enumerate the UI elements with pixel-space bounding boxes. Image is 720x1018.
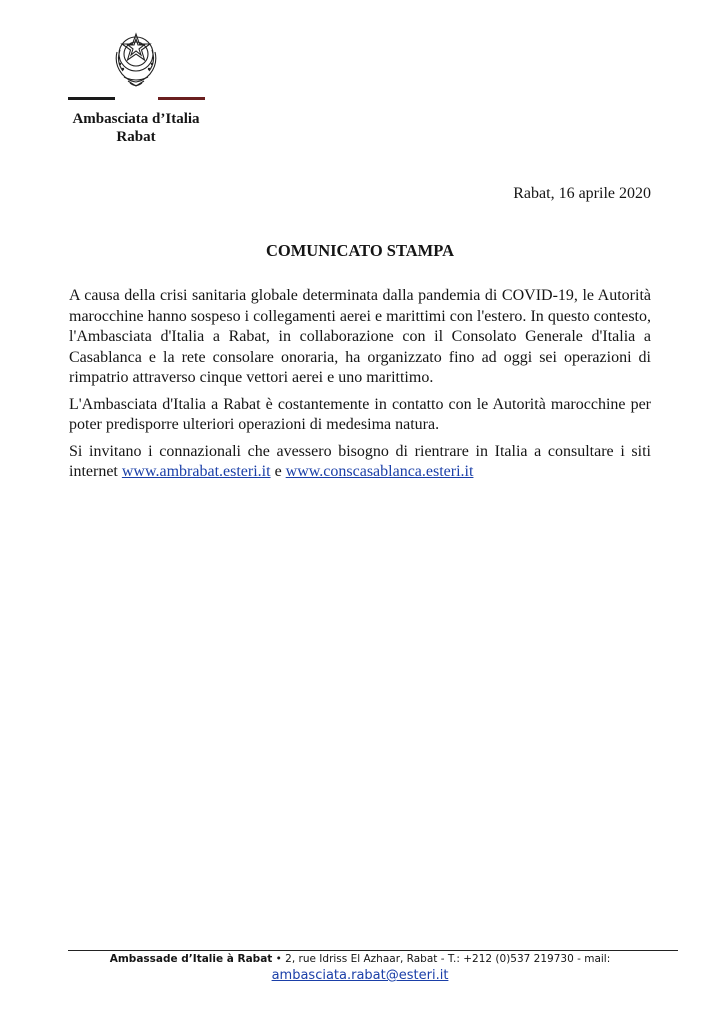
document-body	[69, 286, 651, 489]
footer-address-line	[0, 953, 720, 965]
footer-divider	[68, 950, 678, 951]
sender-name: Ambasciata d’Italia	[72, 111, 200, 127]
document-title: COMUNICATO STAMPA	[265, 241, 455, 260]
header-rule-right	[158, 97, 205, 100]
footer-email-line	[0, 968, 720, 983]
paragraph-3-joiner: e	[274, 463, 282, 480]
paragraph-1: A causa della crisi sanitaria globale determinata dalla pandemia di COVID-19, le Autorità marocchine hanno sospeso i collegamenti aerei e marittimi con l'estero. In questo contesto, l'Ambasciata d'Italia a Rabat, in collaborazione con il Consolato Generale d'Italia a Casablanca e la rete consolare onoraria, ha organizzato fino ad oggi sei operazioni di rimpatrio attraverso cinque vettori aerei e uno marittimo.	[69, 287, 651, 386]
paragraph-3	[69, 442, 651, 483]
link-conscasablanca[interactable]: www.conscasablanca.esteri.it	[285, 463, 474, 480]
link-ambrabat[interactable]: www.ambrabat.esteri.it	[121, 463, 271, 480]
sender-city: Rabat	[116, 129, 156, 145]
document-date: Rabat, 16 aprile 2020	[513, 185, 651, 202]
header-rule-left	[68, 97, 115, 100]
italian-republic-emblem-icon	[108, 30, 164, 90]
sender-block	[60, 110, 212, 146]
paragraph-2: L'Ambasciata d'Italia a Rabat è costantemente in contatto con le Autorità marocchine per poter predisporre ulteriori operazioni di medesima natura.	[69, 395, 651, 433]
footer-email-link[interactable]: ambasciata.rabat@esteri.it	[271, 968, 449, 983]
footer-address: • 2, rue Idriss El Azhaar, Rabat - T.: +212 (0)537 219730 - mail:	[272, 953, 611, 965]
footer-sender: Ambassade d’Italie à Rabat	[109, 953, 273, 965]
paragraph-3-text: Si invitano i connazionali che avessero bisogno di rientrare in Italia a consultare i siti internet	[69, 442, 651, 480]
